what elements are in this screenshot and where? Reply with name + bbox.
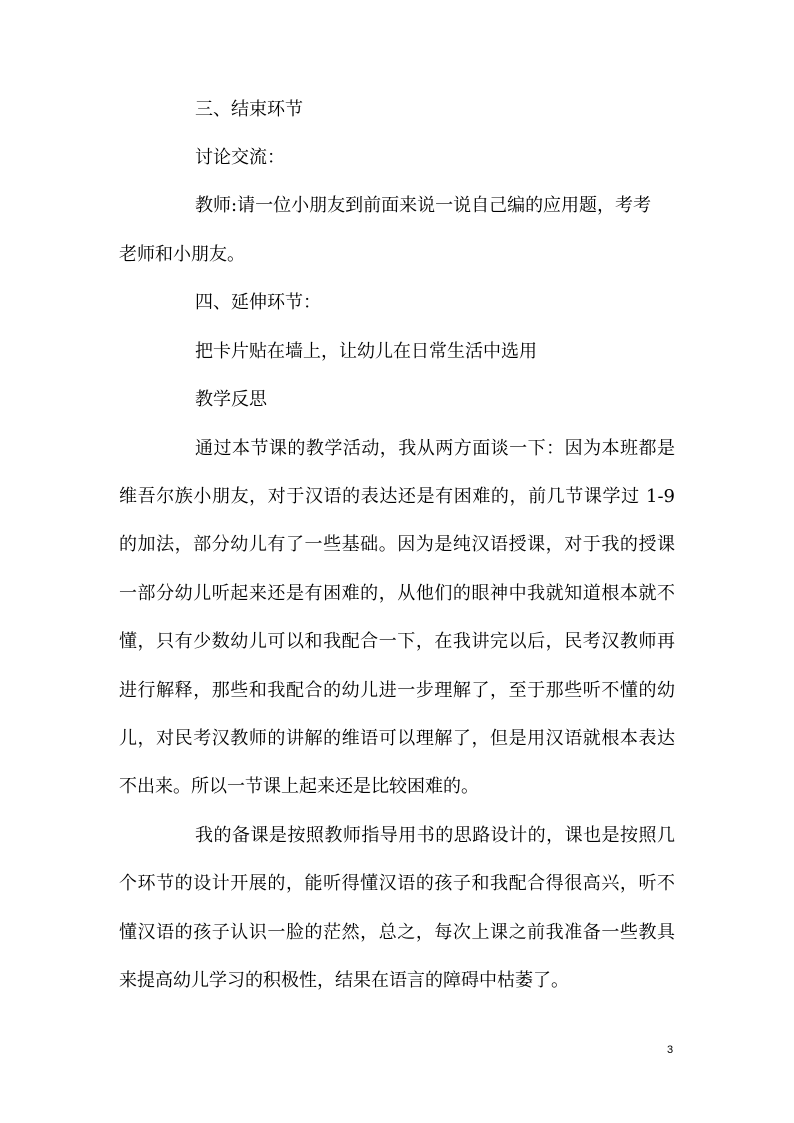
paragraph-line: 我的备课是按照教师指导用书的思路设计的，课也是按照几 xyxy=(195,825,675,846)
teacher-instruction-line: 教师:请一位小朋友到前面来说一说自己编的应用题，考考 xyxy=(195,195,652,216)
paragraph-line: 通过本节课的教学活动，我从两方面谈一下：因为本班都是 xyxy=(195,438,675,459)
section-heading-extension: 四、延伸环节： xyxy=(195,292,321,313)
paragraph-line: 进行解释，那些和我配合的幼儿进一步理解了，至于那些听不懂的幼 xyxy=(119,680,675,701)
extension-text: 把卡片贴在墙上，让幼儿在日常生活中选用 xyxy=(195,341,537,362)
paragraph-line: 不出来。所以一节课上起来还是比较困难的。 xyxy=(119,776,479,797)
paragraph-line: 懂，只有少数幼儿可以和我配合一下，在我讲完以后，民考汉教师再 xyxy=(119,631,675,652)
paragraph-line: 儿，对民考汉教师的讲解的维语可以理解了，但是用汉语就根本表达 xyxy=(119,728,675,749)
reflection-heading: 教学反思 xyxy=(195,389,267,410)
paragraph-line: 个环节的设计开展的，能听得懂汉语的孩子和我配合得很高兴，听不 xyxy=(119,873,675,894)
page-number: 3 xyxy=(667,1044,674,1056)
paragraph-line: 维吾尔族小朋友，对于汉语的表达还是有困难的，前几节课学过 1-9 xyxy=(119,486,675,507)
paragraph-line: 的加法，部分幼儿有了一些基础。因为是纯汉语授课，对于我的授课 xyxy=(119,534,675,555)
paragraph-line: 懂汉语的孩子认识一脸的茫然，总之，每次上课之前我准备一些教具 xyxy=(119,922,675,943)
teacher-instruction-line: 老师和小朋友。 xyxy=(119,244,245,265)
paragraph-line: 一部分幼儿听起来还是有困难的，从他们的眼神中我就知道根本就不 xyxy=(119,583,675,604)
section-heading-conclusion: 三、结束环节 xyxy=(195,99,303,120)
discussion-label: 讨论交流： xyxy=(195,147,285,168)
paragraph-line: 来提高幼儿学习的积极性，结果在语言的障碍中枯萎了。 xyxy=(119,970,569,991)
